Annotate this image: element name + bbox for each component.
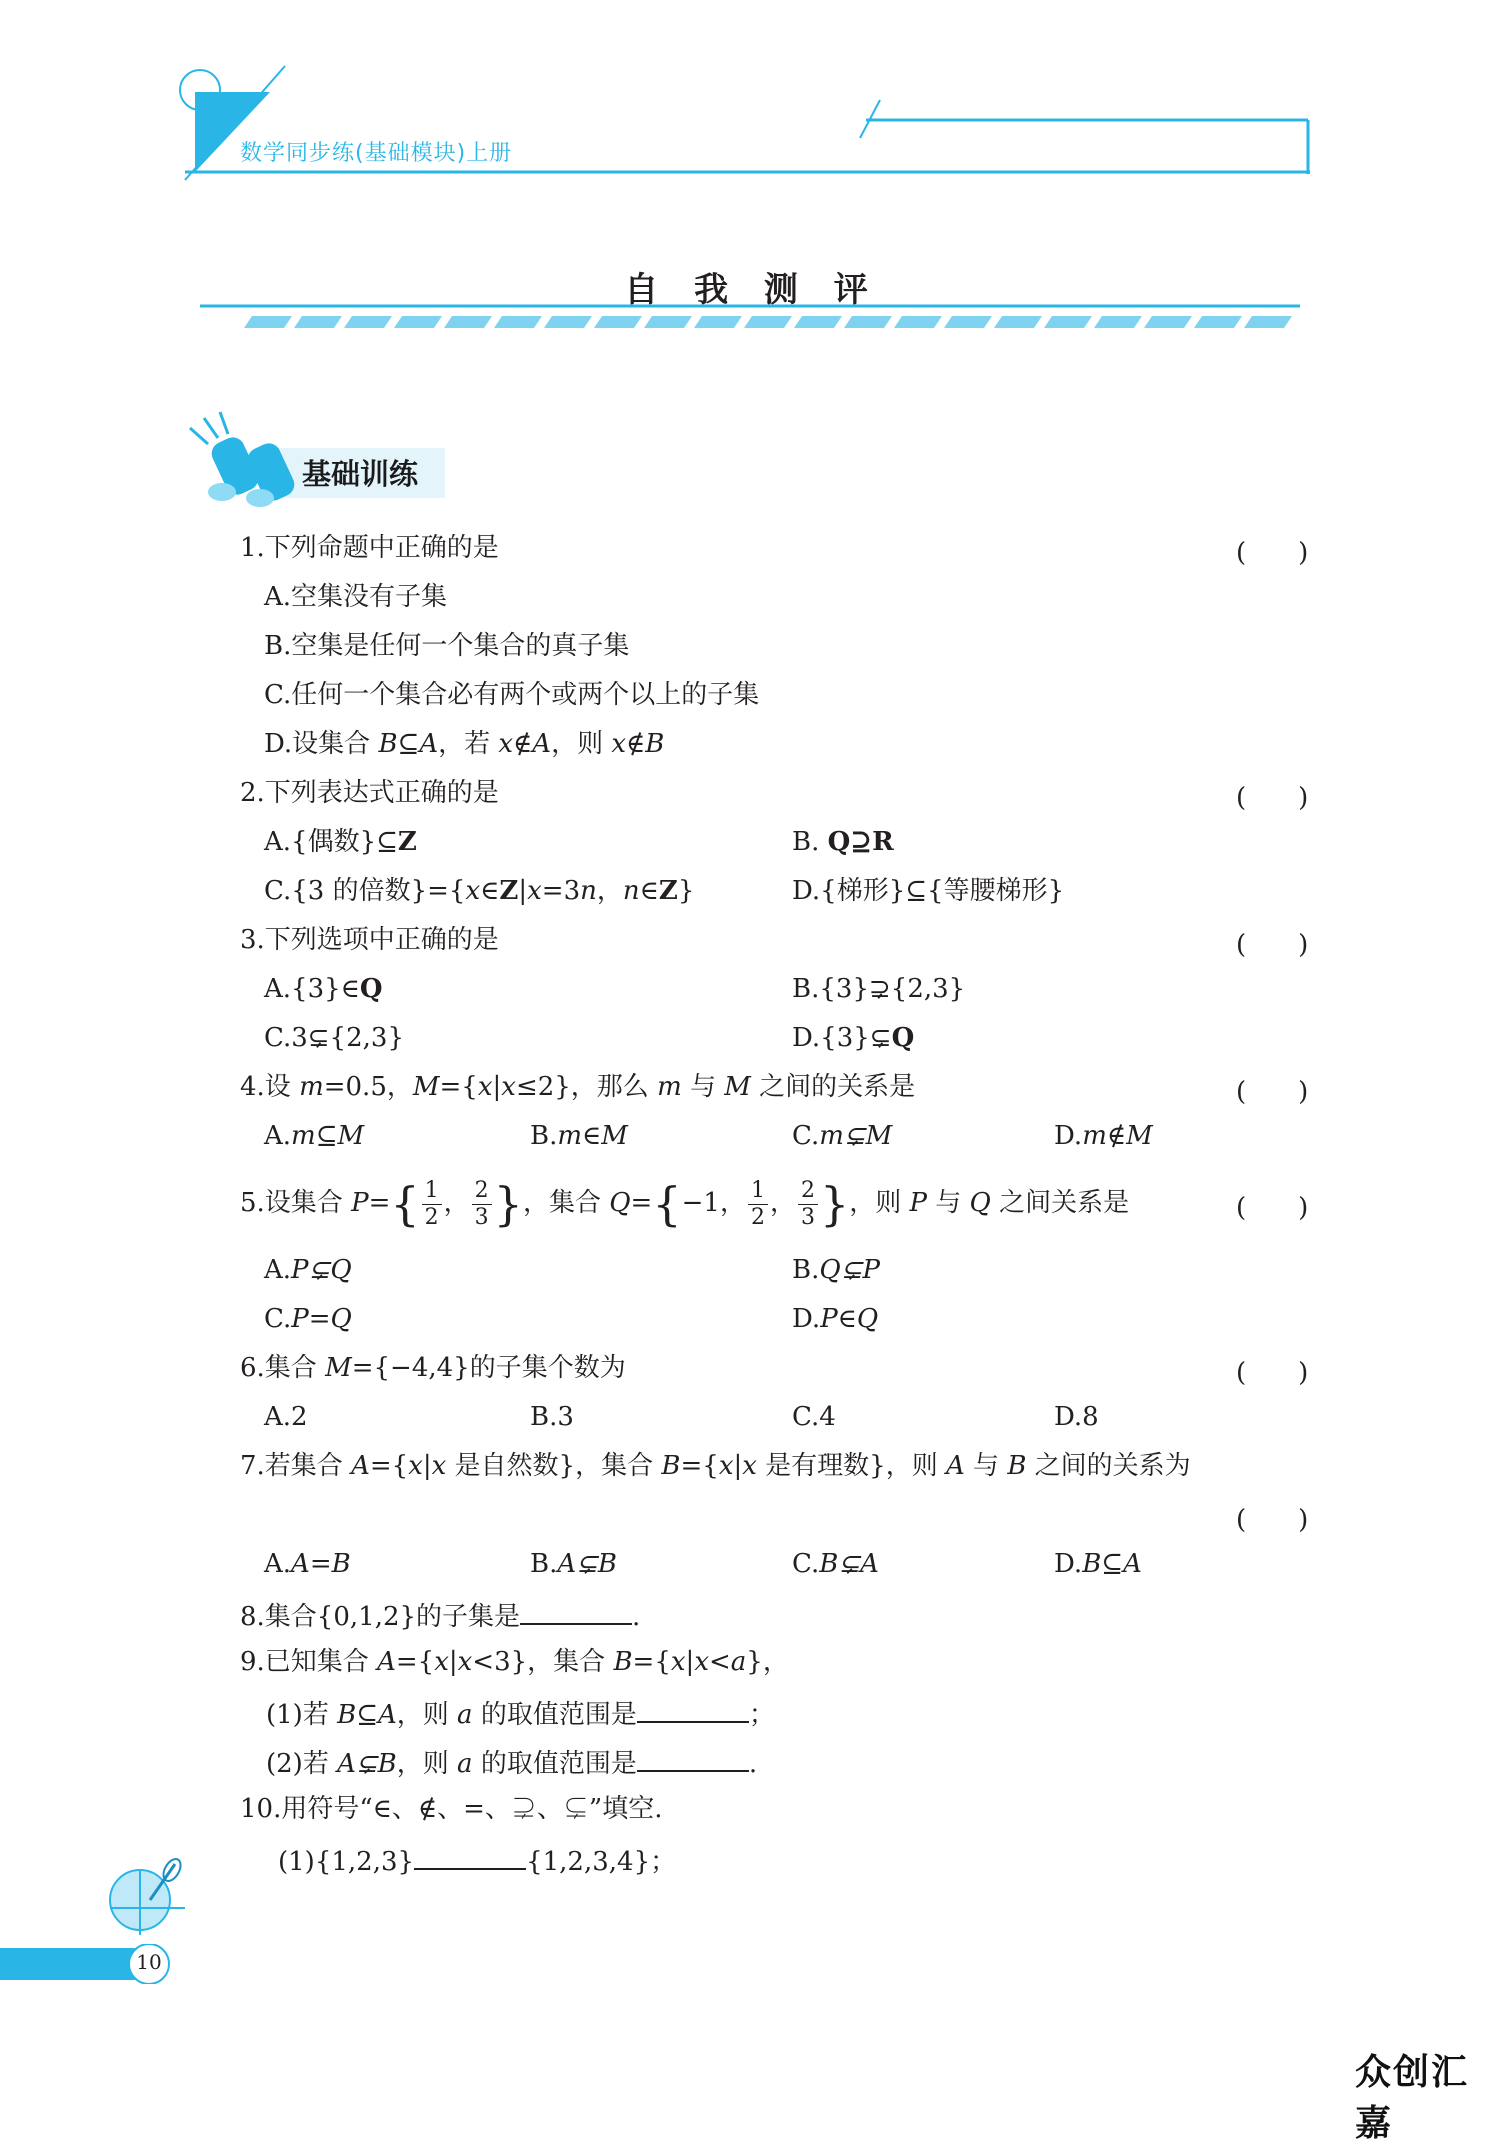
question-8-stem: 8.集合{0,1,2}的子集是 . bbox=[240, 1597, 640, 1633]
question-10-stem: 10.用符号“∈、∉、=、⊋、⊊”填空. bbox=[240, 1794, 663, 1824]
watermark: 众创汇嘉 bbox=[1355, 2052, 1470, 2144]
fraction: $\frac{1}{2}$ bbox=[422, 1178, 442, 1231]
section-label: 基础训练 bbox=[302, 457, 419, 491]
answer-paren[interactable]: ( ) bbox=[1236, 1358, 1309, 1388]
q6-option-b: B.3 bbox=[530, 1402, 574, 1432]
question-6-stem: 6.集合 M={−4,4}的子集个数为 bbox=[240, 1353, 626, 1383]
answer-paren[interactable]: ( ) bbox=[1236, 930, 1309, 960]
q7-option-d: D.B⊆A bbox=[1054, 1549, 1142, 1579]
fraction: $\frac{2}{3}$ bbox=[472, 1178, 492, 1231]
answer-paren[interactable]: ( ) bbox=[1236, 1077, 1309, 1107]
q9-part-1: (1)若 B⊆A，则 a 的取值范围是 ； bbox=[266, 1695, 775, 1731]
fraction: $\frac{1}{2}$ bbox=[748, 1178, 768, 1231]
question-5-stem: 5.设集合 P={ $\frac{1}{2}$ ， $\frac{2}{3}$ }，集合 Q={−1， $\frac{1}{2}$ ， $\frac{2}{3}$ }，则 P 与 Q 之间关系是 bbox=[240, 1177, 1130, 1231]
page-number: 10 bbox=[136, 1950, 162, 1974]
q1-option-a: A.空集没有子集 bbox=[264, 582, 448, 612]
q4-option-c: C.m⊊M bbox=[792, 1121, 893, 1151]
q7-option-a: A.A=B bbox=[264, 1549, 351, 1579]
q6-option-a: A.2 bbox=[264, 1402, 308, 1432]
q1-option-b: B.空集是任何一个集合的真子集 bbox=[264, 631, 630, 661]
answer-blank[interactable] bbox=[520, 1597, 632, 1625]
answer-blank[interactable] bbox=[637, 1744, 749, 1772]
q2-option-b: B. Q⊇R bbox=[792, 827, 894, 857]
fraction: $\frac{2}{3}$ bbox=[798, 1178, 818, 1231]
book-title: 数学同步练(基础模块)上册 bbox=[240, 141, 513, 166]
answer-paren[interactable]: ( ) bbox=[1236, 1505, 1309, 1535]
answer-paren[interactable]: ( ) bbox=[1236, 1193, 1309, 1223]
title-underline bbox=[200, 300, 1310, 332]
question-2-stem: 2.下列表达式正确的是 bbox=[240, 778, 499, 808]
answer-paren[interactable]: ( ) bbox=[1236, 783, 1309, 813]
q10-part-1: (1){1,2,3} {1,2,3,4}； bbox=[278, 1842, 676, 1878]
q6-option-d: D.8 bbox=[1054, 1402, 1099, 1432]
page-title: 自 我 测 评 bbox=[624, 270, 880, 310]
q2-option-d: D.{梯形}⊆{等腰梯形} bbox=[792, 876, 1065, 906]
q3-option-d: D.{3}⊊Q bbox=[792, 1023, 915, 1053]
question-7-stem: 7.若集合 A={x|x 是自然数}，集合 B={x|x 是有理数}，则 A 与 B 之间的关系为 bbox=[240, 1451, 1191, 1481]
q7-option-b: B.A⊊B bbox=[530, 1549, 618, 1579]
question-1-stem: 1.下列命题中正确的是 bbox=[240, 533, 499, 563]
question-9-stem: 9.已知集合 A={x|x<3}，集合 B={x|x<a}， bbox=[240, 1647, 789, 1677]
q5-option-c: C.P=Q bbox=[264, 1304, 352, 1334]
answer-paren[interactable]: ( ) bbox=[1236, 538, 1309, 568]
q1-option-c: C.任何一个集合必有两个或两个以上的子集 bbox=[264, 680, 760, 710]
q5-option-a: A.P⊊Q bbox=[264, 1255, 352, 1285]
q3-option-b: B.{3}⊋{2,3} bbox=[792, 974, 966, 1004]
q4-option-d: D.m∉M bbox=[1054, 1121, 1153, 1151]
q6-option-c: C.4 bbox=[792, 1402, 836, 1432]
q9-part-2: (2)若 A⊊B，则 a 的取值范围是 . bbox=[266, 1744, 757, 1780]
q4-option-a: A.m⊆M bbox=[264, 1121, 365, 1151]
q5-option-d: D.P∈Q bbox=[792, 1304, 879, 1334]
question-3-stem: 3.下列选项中正确的是 bbox=[240, 925, 499, 955]
q3-option-c: C.3⊊{2,3} bbox=[264, 1023, 404, 1053]
question-4-stem: 4.设 m=0.5，M={x|x≤2}，那么 m 与 M 之间的关系是 bbox=[240, 1072, 916, 1102]
q2-option-a: A.{偶数}⊆Z bbox=[264, 827, 417, 857]
q4-option-b: B.m∈M bbox=[530, 1121, 628, 1151]
header-decoration bbox=[0, 0, 1504, 200]
q2-option-c: C.{3 的倍数}={x∈Z|x=3n，n∈Z} bbox=[264, 876, 695, 906]
q3-option-a: A.{3}∈Q bbox=[264, 974, 383, 1004]
q1-option-d: D.设集合 B⊆A，若 x∉A，则 x∉B bbox=[264, 729, 665, 759]
answer-blank[interactable] bbox=[414, 1842, 526, 1870]
q5-option-b: B.Q⊊P bbox=[792, 1255, 880, 1285]
q7-option-c: C.B⊊A bbox=[792, 1549, 879, 1579]
answer-blank[interactable] bbox=[637, 1695, 749, 1723]
globe-icon bbox=[100, 1850, 190, 1940]
